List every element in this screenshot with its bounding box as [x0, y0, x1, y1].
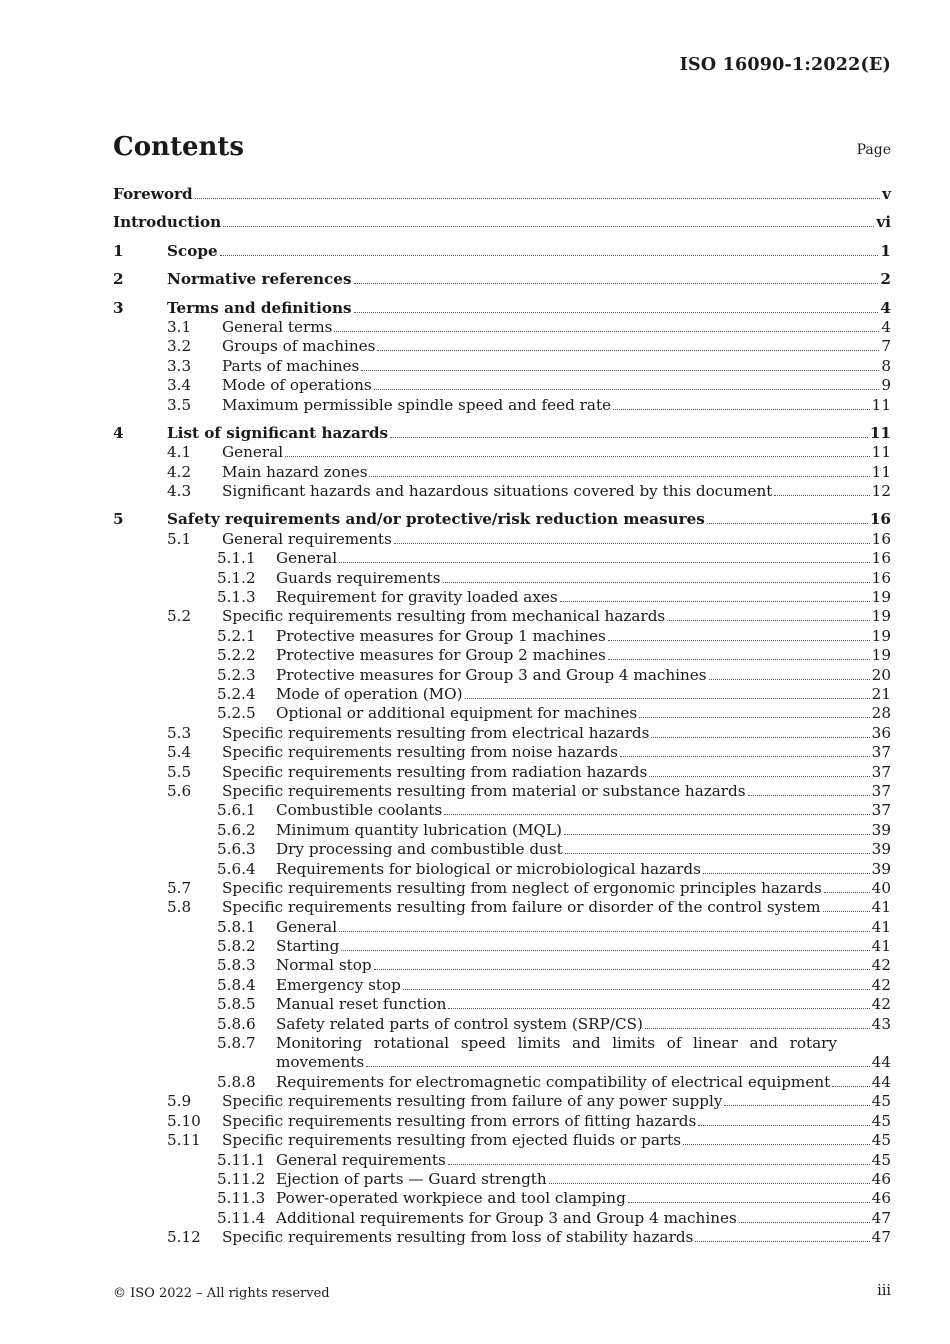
toc-entry-page: 7 [881, 337, 891, 356]
toc-entry-title: Specific requirements resulting from material or substance hazards [222, 781, 746, 800]
toc-entry-page: 37 [871, 801, 891, 820]
dot-leader [448, 1163, 870, 1165]
toc-entry-page: 11 [869, 423, 891, 442]
page-title: Contents [113, 132, 245, 162]
toc-entry-page: 47 [871, 1228, 891, 1247]
toc-entry-title: General requirements [222, 529, 392, 548]
toc-entry[interactable] [113, 1209, 891, 1228]
toc-entry-number: 5.8.3 [217, 956, 256, 975]
dot-leader [443, 581, 870, 583]
toc-entry-title: Main hazard zones [222, 462, 368, 481]
toc-entry-page: 46 [871, 1169, 891, 1188]
toc-entry-number: 5.11.2 [217, 1169, 266, 1188]
toc-entry[interactable] [113, 607, 891, 626]
toc-entry[interactable] [113, 396, 891, 415]
toc-entry-title: Requirement for gravity loaded axes [276, 588, 558, 607]
toc-entry-number: 5.8.8 [217, 1073, 256, 1092]
toc-entry-number: 5.1 [167, 529, 192, 548]
dot-leader [369, 475, 869, 477]
toc-entry-number: 5.6.1 [217, 801, 256, 820]
toc-entry[interactable] [113, 213, 891, 232]
toc-entry-number: 5.1.3 [217, 588, 256, 607]
toc-entry-page: 42 [871, 975, 891, 994]
toc-entry-number: 5 [113, 510, 124, 529]
toc-entry-page: 8 [881, 356, 891, 375]
footer-page-number: iii [877, 1283, 891, 1299]
toc-entry-title: Mode of operations [222, 376, 372, 395]
toc-entry-title: Specific requirements resulting from errors of fitting hazards [222, 1111, 697, 1130]
toc-entry-number: 5.11 [167, 1131, 201, 1150]
toc-entry-title: Requirements for biological or microbiological hazards [276, 859, 701, 878]
toc-entry[interactable] [113, 956, 891, 975]
toc-entry[interactable] [113, 482, 891, 501]
dot-leader [390, 436, 868, 438]
toc-entry-title: General terms [222, 317, 333, 336]
toc-entry-number: 5.8.5 [217, 995, 256, 1014]
toc-entry-title: Optional or additional equipment for machines [276, 704, 638, 723]
toc-entry-title: Groups of machines [222, 337, 376, 356]
dot-leader [377, 349, 879, 351]
toc-entry-page: 16 [869, 510, 891, 529]
toc-entry-title: Specific requirements resulting from neglect of ergonomic principles hazards [222, 878, 822, 897]
toc-entry[interactable] [113, 530, 891, 549]
toc-entry-number: 5.11.3 [217, 1189, 266, 1208]
toc-entry-number: 3.5 [167, 395, 192, 414]
toc-entry[interactable] [113, 357, 891, 376]
dot-leader [220, 254, 879, 256]
toc-entry[interactable] [113, 995, 891, 1014]
toc-entry-page: 2 [880, 270, 891, 289]
toc-entry[interactable] [113, 666, 891, 685]
dot-leader [724, 1104, 869, 1106]
toc-entry-title: Protective measures for Group 2 machines [276, 646, 606, 665]
dot-leader [698, 1124, 869, 1126]
table-of-contents [113, 185, 891, 1248]
toc-entry-title: Foreword [113, 185, 193, 203]
toc-entry[interactable] [113, 185, 891, 204]
toc-entry-title: General [222, 443, 284, 462]
toc-entry-page: 41 [871, 937, 891, 956]
dot-leader [695, 1240, 869, 1242]
dot-leader [823, 910, 870, 912]
dot-leader [560, 600, 870, 602]
toc-entry-page: 42 [871, 956, 891, 975]
dot-leader [683, 1143, 870, 1145]
toc-entry[interactable] [113, 1131, 891, 1150]
toc-entry-number: 5.9 [167, 1092, 192, 1111]
dot-leader [748, 794, 870, 796]
toc-entry-number: 3.3 [167, 356, 192, 375]
toc-entry-title: Specific requirements resulting from electrical hazards [222, 723, 650, 742]
toc-entry-page: 19 [871, 646, 891, 665]
dot-leader [639, 716, 869, 718]
toc-entry[interactable] [113, 860, 891, 879]
toc-entry-title: Specific requirements resulting from failure of any power supply [222, 1092, 723, 1111]
toc-entry-title: Significant hazards and hazardous situations covered by this document [222, 482, 773, 501]
toc-entry-title: Minimum quantity lubrication (MQL) [276, 820, 562, 839]
toc-entry[interactable] [113, 569, 891, 588]
toc-entry-number: 4.2 [167, 462, 192, 481]
toc-entry-number: 5.6 [167, 781, 192, 800]
toc-entry-title: Normal stop [276, 956, 372, 975]
toc-entry[interactable] [113, 821, 891, 840]
toc-entry-page: 19 [871, 588, 891, 607]
dot-leader [374, 388, 880, 390]
toc-entry-title: Ejection of parts — Guard strength [276, 1169, 547, 1188]
dot-leader [565, 852, 870, 854]
toc-entry-page: 46 [871, 1189, 891, 1208]
toc-entry-title: Additional requirements for Group 3 and Group 4 machines [276, 1208, 737, 1227]
toc-entry-page: 11 [871, 443, 891, 462]
toc-entry-number: 5.6.4 [217, 859, 256, 878]
toc-entry-page: 39 [871, 859, 891, 878]
toc-entry-page: 45 [871, 1092, 891, 1111]
toc-entry-title: Requirements for electromagnetic compatibility of electrical equipment [276, 1073, 831, 1092]
toc-entry-number: 5.2.3 [217, 665, 256, 684]
dot-leader [341, 949, 869, 951]
toc-entry[interactable] [113, 879, 891, 898]
toc-entry-title: Specific requirements resulting from mechanical hazards [222, 607, 666, 626]
toc-entry[interactable] [113, 763, 891, 782]
toc-entry[interactable] [113, 724, 891, 743]
dot-leader [334, 330, 879, 332]
toc-entry-page: 40 [871, 878, 891, 897]
toc-entry-number: 3.4 [167, 376, 192, 395]
toc-entry[interactable] [113, 376, 891, 395]
toc-entry-title: Specific requirements resulting from failure or disorder of the control system [222, 898, 821, 917]
toc-entry[interactable] [113, 898, 891, 917]
toc-entry-number: 5.4 [167, 743, 192, 762]
toc-entry[interactable] [113, 801, 891, 820]
toc-entry-number: 5.2.5 [217, 704, 256, 723]
toc-entry[interactable] [113, 743, 891, 762]
toc-entry[interactable] [113, 1228, 891, 1247]
toc-entry-page: 1 [880, 241, 891, 260]
toc-entry-page: 47 [871, 1208, 891, 1227]
toc-entry-number: 2 [113, 270, 124, 289]
dot-leader [339, 930, 870, 932]
toc-entry-title: Specific requirements resulting from loss of stability hazards [222, 1228, 694, 1247]
dot-leader [374, 968, 870, 970]
dot-leader [195, 197, 881, 199]
toc-entry-title: Power-operated workpiece and tool clamping [276, 1189, 626, 1208]
dot-leader [285, 455, 870, 457]
toc-entry-number: 5.7 [167, 878, 192, 897]
dot-leader [832, 1085, 869, 1087]
toc-entry-page: 16 [871, 549, 891, 568]
toc-entry-page: 16 [871, 529, 891, 548]
toc-entry[interactable] [113, 782, 891, 801]
dot-leader [366, 1065, 869, 1067]
toc-entry-page: 43 [871, 1014, 891, 1033]
dot-leader [667, 619, 869, 621]
toc-entry[interactable] [113, 1034, 891, 1073]
toc-entry-title: Parts of machines [222, 356, 360, 375]
toc-entry[interactable] [113, 976, 891, 995]
toc-entry-page: 28 [871, 704, 891, 723]
toc-entry-page: 45 [871, 1150, 891, 1169]
toc-entry-page: 39 [871, 820, 891, 839]
toc-entry-page: 41 [871, 898, 891, 917]
toc-entry[interactable] [113, 918, 891, 937]
toc-entry-page: 11 [871, 462, 891, 481]
toc-entry-title: Specific requirements resulting from noise hazards [222, 743, 618, 762]
toc-entry-number: 5.5 [167, 762, 192, 781]
toc-entry-page: v [882, 185, 891, 203]
toc-entry-page: 44 [871, 1053, 891, 1072]
toc-entry-title: Combustible coolants [276, 801, 443, 820]
toc-entry[interactable] [113, 549, 891, 568]
toc-entry-page: 44 [871, 1073, 891, 1092]
dot-leader [448, 1007, 869, 1009]
toc-entry-number: 3.2 [167, 337, 192, 356]
toc-entry-number: 4.1 [167, 443, 192, 462]
dot-leader [549, 1182, 870, 1184]
dot-leader [394, 542, 870, 544]
toc-entry-title: General [276, 917, 338, 936]
toc-entry[interactable] [113, 424, 891, 443]
dot-leader [703, 872, 870, 874]
toc-entry-page: 36 [871, 723, 891, 742]
toc-entry-page: 45 [871, 1131, 891, 1150]
toc-entry[interactable] [113, 840, 891, 859]
dot-leader [465, 697, 870, 699]
toc-entry[interactable] [113, 463, 891, 482]
toc-entry-title: General [276, 549, 338, 568]
toc-entry-number: 5.12 [167, 1228, 201, 1247]
toc-entry[interactable] [113, 443, 891, 462]
toc-entry-number: 5.1.1 [217, 549, 256, 568]
toc-entry[interactable] [113, 1092, 891, 1111]
dot-leader [709, 678, 870, 680]
dot-leader [613, 408, 870, 410]
dot-leader [628, 1201, 870, 1203]
toc-entry-number: 5.2.1 [217, 626, 256, 645]
toc-entry-title: Protective measures for Group 3 and Group 4 machines [276, 665, 707, 684]
dot-leader [403, 988, 870, 990]
toc-entry-number: 5.2.2 [217, 646, 256, 665]
toc-entry-page: vi [876, 213, 891, 232]
toc-entry-title: Maximum permissible spindle speed and feed rate [222, 395, 612, 414]
dot-leader [620, 755, 870, 757]
toc-entry[interactable] [113, 588, 891, 607]
toc-entry-number: 3 [113, 298, 124, 317]
toc-entry-page: 4 [880, 298, 891, 317]
dot-leader [608, 658, 870, 660]
toc-entry-title: Starting [276, 937, 340, 956]
toc-entry-number: 3.1 [167, 317, 192, 336]
toc-entry-number: 5.8 [167, 898, 192, 917]
dot-leader [739, 1221, 870, 1223]
toc-entry-page: 9 [881, 376, 891, 395]
dot-leader [354, 311, 879, 313]
toc-entry-number: 5.3 [167, 723, 192, 742]
toc-entry[interactable] [113, 1189, 891, 1208]
toc-entry-title: Safety requirements and/or protective/risk reduction measures [167, 510, 705, 529]
dot-leader [651, 736, 869, 738]
toc-entry-page: 41 [871, 917, 891, 936]
toc-entry-title: Normative references [167, 270, 352, 289]
toc-entry-number: 4.3 [167, 482, 192, 501]
toc-entry[interactable] [113, 337, 891, 356]
toc-entry-page: 45 [871, 1111, 891, 1130]
toc-entry-page: 19 [871, 626, 891, 645]
toc-entry-title: Safety related parts of control system (SRP/CS) [276, 1014, 643, 1033]
toc-entry-title: Introduction [113, 213, 222, 232]
toc-entry-page: 16 [871, 568, 891, 587]
toc-entry-title: Specific requirements resulting from radiation hazards [222, 762, 648, 781]
toc-entry-number: 5.1.2 [217, 568, 256, 587]
toc-entry-page: 21 [871, 684, 891, 703]
toc-entry-number: 5.8.2 [217, 937, 256, 956]
toc-entry[interactable] [113, 1112, 891, 1131]
toc-entry-title: List of significant hazards [167, 423, 388, 442]
toc-entry-number: 5.11.1 [217, 1150, 266, 1169]
toc-entry-title: Terms and definitions [167, 298, 352, 317]
toc-entry-title: Guards requirements [276, 568, 441, 587]
toc-entry-title: Scope [167, 241, 218, 260]
toc-entry-number: 5.10 [167, 1111, 201, 1130]
toc-entry[interactable] [113, 242, 891, 261]
toc-entry-page: 37 [871, 743, 891, 762]
document-code: ISO 16090-1:2022(E) [679, 55, 891, 75]
toc-entry-title: Emergency stop [276, 975, 401, 994]
toc-entry-title: Dry processing and combustible dust [276, 840, 563, 859]
dot-leader [608, 639, 870, 641]
toc-entry[interactable] [113, 646, 891, 665]
toc-entry-number: 5.2 [167, 607, 192, 626]
dot-leader [649, 775, 869, 777]
toc-entry[interactable] [113, 510, 891, 529]
toc-entry-title: Manual reset function [276, 995, 447, 1014]
toc-entry[interactable] [113, 1073, 891, 1092]
toc-entry[interactable] [113, 627, 891, 646]
copyright-notice: © ISO 2022 – All rights reserved [113, 1286, 330, 1301]
toc-entry-number: 5.6.2 [217, 820, 256, 839]
toc-entry[interactable] [113, 1015, 891, 1034]
toc-entry-title: General requirements [276, 1150, 446, 1169]
toc-entry-page: 19 [871, 607, 891, 626]
dot-leader [645, 1027, 870, 1029]
dot-leader [824, 891, 870, 893]
toc-entry[interactable] [113, 299, 891, 318]
dot-leader [339, 561, 870, 563]
toc-entry-number: 4 [113, 423, 124, 442]
toc-entry-number: 5.2.4 [217, 684, 256, 703]
toc-entry-page: 37 [871, 781, 891, 800]
dot-leader [564, 833, 870, 835]
toc-entry-number: 5.6.3 [217, 840, 256, 859]
toc-entry-number: 5.8.4 [217, 975, 256, 994]
toc-entry[interactable] [113, 685, 891, 704]
toc-entry-title: Monitoring rotational speed limits and limits of linear and rotary [276, 1034, 837, 1053]
toc-entry[interactable] [113, 318, 891, 337]
toc-entry-title: Protective measures for Group 1 machines [276, 626, 606, 645]
toc-entry-page: 11 [871, 395, 891, 414]
toc-entry-number: 5.8.1 [217, 917, 256, 936]
toc-entry[interactable] [113, 270, 891, 289]
toc-entry-title: Specific requirements resulting from ejected fluids or parts [222, 1131, 682, 1150]
toc-entry-title: Mode of operation (MO) [276, 684, 463, 703]
dot-leader [774, 494, 869, 496]
toc-entry[interactable] [113, 704, 891, 723]
dot-leader [361, 369, 879, 371]
dot-leader [444, 813, 869, 815]
toc-entry-number: 5.11.4 [217, 1208, 266, 1227]
toc-entry[interactable] [113, 1151, 891, 1170]
toc-entry-page: 37 [871, 762, 891, 781]
toc-entry-title-cont: movements [276, 1053, 365, 1072]
toc-entry-number: 5.8.6 [217, 1014, 256, 1033]
toc-entry[interactable] [113, 937, 891, 956]
toc-entry-page: 42 [871, 995, 891, 1014]
dot-leader [707, 522, 868, 524]
toc-entry-page: 4 [881, 317, 891, 336]
dot-leader [223, 225, 874, 227]
toc-entry[interactable] [113, 1170, 891, 1189]
toc-entry-page: 20 [871, 665, 891, 684]
dot-leader [354, 282, 879, 284]
toc-entry-number: 1 [113, 241, 124, 260]
toc-entry-page: 12 [871, 482, 891, 501]
page-column-label: Page [856, 142, 891, 158]
toc-entry-page: 39 [871, 840, 891, 859]
toc-entry-number: 5.8.7 [217, 1034, 256, 1053]
